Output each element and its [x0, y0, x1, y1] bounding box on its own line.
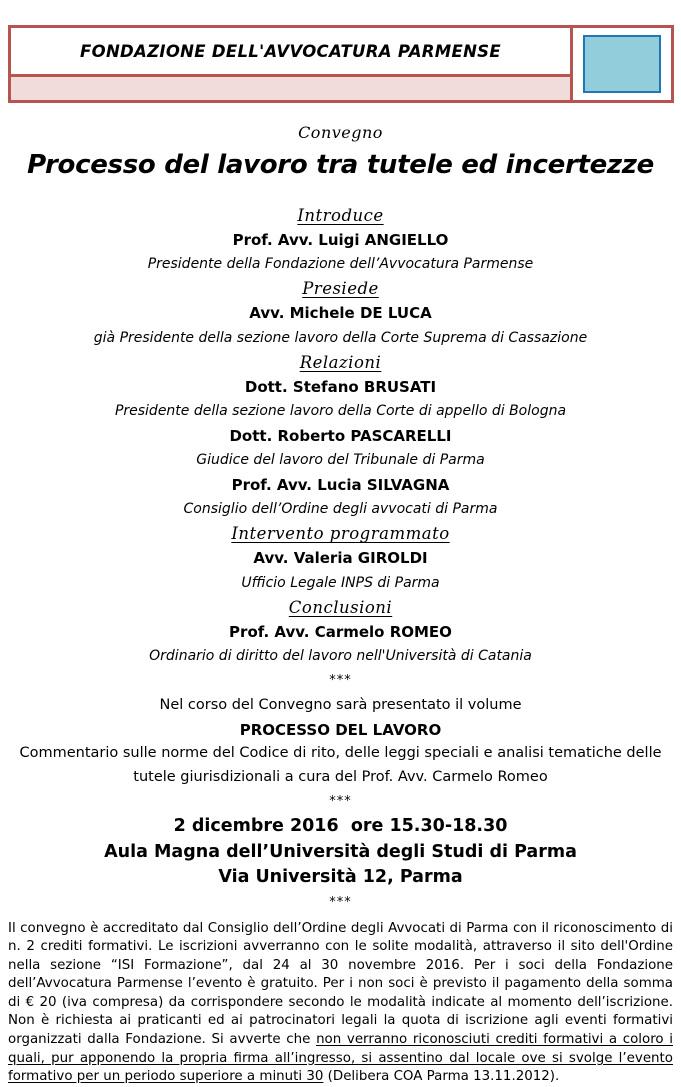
- kicker-row: [0, 119, 681, 145]
- speakers-sections: [0, 203, 681, 669]
- event-datetime-row: [0, 814, 681, 840]
- speaker-role: Ordinario di diritto del lavoro nell'Università di Catania: [149, 648, 532, 665]
- section-heading: Introduce: [297, 205, 384, 225]
- header-left-cell: [11, 28, 573, 100]
- section-heading-row: [0, 350, 681, 375]
- speaker-role: già Presidente della sezione lavoro della Corte Suprema di Cassazione: [93, 329, 588, 346]
- kicker: Convegno: [298, 122, 383, 142]
- speaker-name: Dott. Roberto PASCARELLI: [229, 426, 452, 445]
- section-heading: Conclusioni: [288, 597, 393, 617]
- book-title: PROCESSO DEL LAVORO: [239, 720, 442, 739]
- org-title: FONDAZIONE DELL'AVVOCATURA PARMENSE: [80, 41, 501, 61]
- speaker-name: Prof. Avv. Lucia SILVAGNA: [231, 475, 450, 494]
- speaker-name: Avv. Michele DE LUCA: [249, 304, 432, 323]
- speaker-role: Ufficio Legale INPS di Parma: [241, 574, 440, 591]
- event-venue: Aula Magna dell’Università degli Studi di Parma: [104, 841, 577, 862]
- separator-stars: ***: [329, 673, 352, 689]
- header-title-row: [11, 28, 570, 74]
- section-heading-row: [0, 595, 681, 620]
- book-intro-row: [0, 693, 681, 718]
- logo-placeholder: [583, 35, 661, 93]
- section-heading: Intervento programmato: [231, 524, 450, 544]
- speaker-name: Prof. Avv. Carmelo ROMEO: [229, 622, 452, 641]
- separator-row-3: [0, 890, 681, 915]
- event-title: Processo del lavoro tra tutele ed incertezze: [27, 150, 654, 180]
- book-title-row: [0, 718, 681, 743]
- footnote-part2: (Delibera COA Parma 13.11.2012).: [323, 1069, 560, 1085]
- header-banner: [8, 25, 674, 103]
- book-intro: Nel corso del Convegno sarà presentato il volume: [159, 697, 522, 714]
- separator-stars: ***: [329, 894, 352, 910]
- header-logo-cell: [573, 28, 671, 100]
- event-address: Via Università 12, Parma: [218, 867, 463, 888]
- speaker-role: Giudice del lavoro del Tribunale di Parma: [196, 452, 485, 469]
- footnote-part1: Il convegno è accreditato dal Consiglio dell’Ordine degli Avvocati di Parma con il riconoscimento di n. 2 crediti formativi. Le iscrizioni avverranno con le solite modalità, attraverso il sito dell'Ordine nella sezione “ISI Formazione”, dal 24 al 30 novembre 2016. Per i soci della Fondazione dell’Avvocatura Parmense l’evento è gratuito. Per i non soci è previsto il pagamento della somma di € 20 (iva compresa) da corrispondere secondo le modalità indicate al momento dell’iscrizione. Non è richiesta ai praticanti ed ai patrocinatori legali la quota di iscrizione agli eventi formativi organizzati dalla Fondazione. Si avverte che: [8, 920, 673, 1048]
- speaker-name: Dott. Stefano BRUSATI: [244, 377, 437, 396]
- page-root: [0, 25, 681, 1085]
- event-datetime: 2 dicembre 2016 ore 15.30-18.30: [173, 816, 508, 837]
- footnote: [8, 920, 673, 1087]
- pink-strip: [11, 74, 570, 100]
- section-heading-row: [0, 522, 681, 547]
- title-row: [0, 145, 681, 185]
- separator-stars: ***: [329, 793, 352, 809]
- section-heading: Relazioni: [299, 352, 382, 372]
- separator-row-2: [0, 789, 681, 814]
- section-heading-row: [0, 277, 681, 302]
- footnote-underlined: non verranno riconosciuti crediti formativi a coloro i quali, pur apponendo la propria firma all’ingresso, si assentino dal locale ove si svolge l’evento formativo per un periodo superiore a minuti 30: [8, 1032, 673, 1085]
- speaker-name: Prof. Avv. Luigi ANGIELLO: [232, 230, 449, 249]
- separator-row-1: [0, 669, 681, 694]
- section-heading-row: [0, 203, 681, 228]
- speaker-role: Consiglio dell’Ordine degli avvocati di Parma: [183, 501, 498, 518]
- book-description: Commentario sulle norme del Codice di rito, delle leggi speciali e analisi tematiche delle tutele giurisdizionali a cura del Prof. Avv. Carmelo Romeo: [19, 745, 662, 785]
- section-heading: Presiede: [302, 279, 379, 299]
- speaker-role: Presidente della sezione lavoro della Corte di appello di Bologna: [114, 403, 567, 420]
- event-address-row: [0, 865, 681, 891]
- speaker-role: Presidente della Fondazione dell’Avvocatura Parmense: [147, 256, 534, 273]
- speaker-name: Avv. Valeria GIROLDI: [253, 549, 428, 568]
- event-venue-row: [0, 839, 681, 865]
